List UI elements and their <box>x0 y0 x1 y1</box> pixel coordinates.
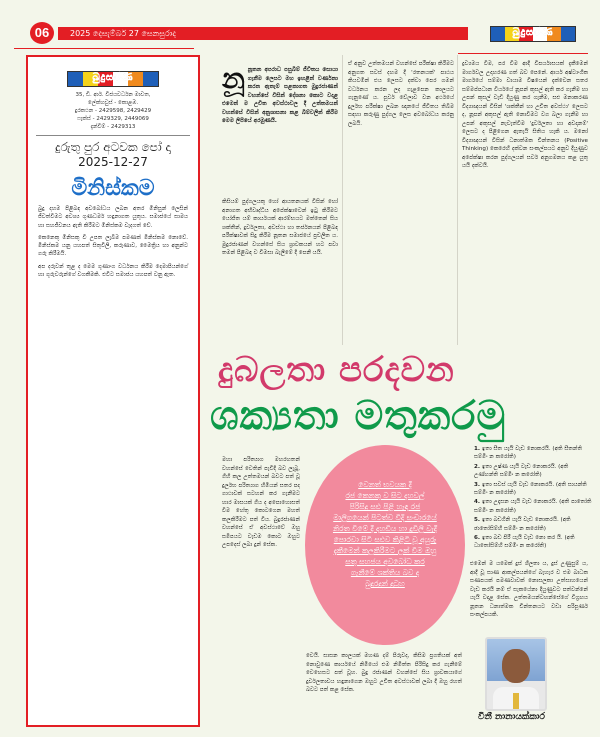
pull-quote-line: වෙනත් භවයක දී <box>358 480 412 489</box>
divider-line <box>36 135 190 136</box>
list-item <box>474 516 592 533</box>
logo-text: බුදුසරණ <box>512 27 554 38</box>
list-text: ඉතා උෂ්ණ යැයි වැඩ නොකරයි. (අති උණ්හන්ති සම්මිං න කරෝති) <box>474 463 569 479</box>
list-item <box>474 481 592 498</box>
list-item <box>474 463 592 480</box>
list-number: 6. <box>474 535 481 542</box>
ads-number: දැන්වීම් - 2429313 <box>90 124 136 130</box>
list-number: 4. <box>474 499 481 506</box>
issue-date: 2025 දෙසැම්බර් 27 සෙනසුරාද <box>70 29 176 38</box>
article-column-4: මහා පරිත්‍යාග මහරහතන් වහන්සේ වෙතින් පැවිදි බව ලැබූ, ගිහි කල උත්තමයන් බවට පත් වූ දුර්ලභ පරිත්‍යාග හිමියන් සතර පද ගාථාවක් සටහන් කර ගැනීමට හාර මාසයක් ගිය ද අපොහොසත් වීම හේතු කොටගෙන මහත් කලකිරීමට පත් විය. බුදුරජාණන් වහන්සේ ඒ අවස්ථාවේ ඔහු සමීපයට වැඩම කොට ඔහුට උපදෙස් ලබා දුන් සේක. <box>222 457 300 548</box>
poya-title: දුරුතු පුර අටවක පෝ දා <box>55 140 171 154</box>
fax-numbers: ෆැක්ස් - 2429329, 2449069 <box>77 116 149 122</box>
article-intro-text: නූතන අපරාධ පසුබිම් ජීවිතය සොයා ගැනීම ලෙසට මහ ඉහළින් වර්ණනා කරන ඇතැම් සළකාගත මුදුරජාණන් වහන්සේ විසින් දේශනා කොට වදාළ එමෙන් ම උචිත අවස්ථාවල දී උත්තමයන් වහන්සේ විසින් අනුශාසනා කළ බිම්වලින් කිරීම මෙම ලිපියේ අරමුණයි. <box>222 67 338 124</box>
list-number: 2. <box>474 463 481 470</box>
editorial-title: මිනිස්කම <box>71 176 155 201</box>
headline-line-1: දුබලතා පරදවන <box>218 350 455 390</box>
article-column-1: කිසියම් පුද්ගලයකු හෝ ආයතනයක් විසින් හෝ අනාගත අභිවෘද්ධිය අපේක්ෂාවෙන් ඉටු කිරීමට යෝජිත යම් කාර්යයක් ආරම්භයට මත්තෙන් සිය ශක්තීන්, දුර්වලතා, අවස්ථා හා තර්ජනයන් පිළිබඳ පරීක්ෂාවක් සිදු කිරීම නූතන සමාජයේ ප්‍රචලිත ය. මුදුරජාණන් වහන්සේ සිය ශ්‍රාවකයන් හට පවා තමන් පිළිබඳ ව විමසා බැලීමේ දී පෙනී යයි. <box>222 199 338 256</box>
editorial-paragraph: කෙනෙකු මිනිසකු වී උපත ලැබීම පමණක් මිනිස්කම නොවේ. මිනිස්කම යනු යහපත් සිතුවිලි, කරුණාව, මෛත්‍රිය හා අනුන්ට ගරු කිරීමයි. <box>38 234 188 258</box>
list-text: ඉතා බඩගිනි යැයි වැඩ නොකරයි. (අති ඡාතෝසිම්හි සම්මිං න කරෝති) <box>474 517 571 532</box>
list-text: ඉතා උදෑසන යැයි වැඩ නොකරයි. (අති පාතෝති සම්මිං න කරෝති) <box>474 499 592 514</box>
pull-quote-line: බුදුරදුන් දුටුහ <box>365 579 405 588</box>
address-line: 35, ඩී. ආර්. විජයවර්ධන මාවත, <box>75 92 151 98</box>
pull-quote-line: මාලිගයෙන් පිටත්ව විදි සංචාරයේ <box>333 513 437 522</box>
phone-numbers: දුරකථන - 2429598, 2429429 <box>74 108 152 114</box>
editorial-paragraph: බුදු දහම පිළිබඳ අවබෝධය ලබන අතර මිනිසුන් ලෙසින් ජීවත්වීමට අවශ්‍ය ගුණධර්ම හඳුනාගත යුතුය. සමාජයේ සාමය හා සහජීවනය ඇති කිරීමට මිනිස්කම වැදගත් වේ. <box>38 206 188 229</box>
portrait-tie <box>513 693 519 709</box>
list-number: 3. <box>474 481 481 488</box>
pull-quote-line: රජ කෙනකු ව සිට දහවල් <box>345 491 425 500</box>
author-photo <box>485 637 547 711</box>
list-text: ඉතා බඩ පිරී යැයි වැඩ නො කර යි. (අති ධාතෝසිම්හි සම්මිං න කරෝති) <box>474 535 575 550</box>
page-number: 06 <box>30 22 54 44</box>
editorial-box <box>26 55 200 727</box>
list-text: ඉතා සවස් යැයි වැඩ නොකරයි. (අති සායන්ති සම්මිං න කරෝති) <box>474 481 587 497</box>
poya-date: 2025-12-27 <box>78 155 148 169</box>
sidebar-logo <box>67 71 159 87</box>
pull-quote-line: නිරත වීමේ දී දහඩිය හා දූවිලි වැදී <box>332 524 438 533</box>
headline-line-2: ශක්‍යතා මතුකරමු <box>210 393 507 439</box>
article-column-6: එමෙන් ම යමෙක් දුස් ශීලතා ය, දුස් උණුසුම් ය, ආදී වූ සාණ ආකල්පයන්ගේ බැහැර ව එම බාධක සණපයක් පමණවාවක් නොසලකා උත්සාහයෙන් වැඩ කරයි නම් ඒ සැකයේනා දියුණුවට පත්වන්නේ යැයි වදාළ සේක. උත්තමයන්වහන්සේගේ විග්‍රහය නූතන ධනාත්මක චින්තනයට වඩා පරිපූර්ණ සංකල්පයකි. <box>470 561 588 618</box>
list-item <box>474 534 592 551</box>
pull-quote-line: සතු සහජය අවබෝධ කර <box>345 557 425 566</box>
author-name: වීනී නානායක්කාර <box>478 712 545 722</box>
article-column-3: ද්‍රව්‍යමය වීම, පර වීම ආදී විපර්යාසයක් දැකීමෙන් මාර්ගවල උදාහරණ ගත් බව පෙනේ. ආර්ය අෂ්ටාංගික මාර්ගයේ සම්මා වායාම විෂයෙන් දැක්වෙන සතර සම්මප්පධාන වීර්යයේ නූපන් කුසල් ඇති කර ගැනීම හා උපන් කුසල් වැඩී දියුණු කර ගැනීම, සළු මනාකරණ විද්‍යාඥයන් විසින් 'ශක්තීන් හා උචිත අවස්ථා' ලෙසට ද, නූපන් අකුසල් ඇති නොවීමට වග බලා ගැනීම හා උපන් අකුසල් නැවැත්වීම 'දුර්වලතා හා අවදානම්' ලෙසට ද පිළිගෙන ඇතැයි සිතිය හැකි ය. මනෝ විද්‍යාඥයන් විසින් ධනාත්මක චින්තනය (Positive Thinking) කෙරෙහි දක්වන සංකල්පයට අනුව දියුණුව අපේක්ෂා කරන පුද්ගලයන් සර්ව අනුගමනය කළ යුතු යයි දක්වයි. <box>462 61 588 169</box>
portrait-face <box>502 649 530 683</box>
address-line: ලේක්හවුස් - කොළඹ. <box>87 100 139 106</box>
pull-quote-line: පිරිසිදු සළු පිළි හැඳ රජ <box>349 502 421 511</box>
logo-text: බුදුසරණ <box>92 72 134 83</box>
pull-quote-line: පොරවා සිටි සළුව කිළිටි වූ අයුරු <box>333 535 437 544</box>
pull-quote-line: ගැනීමේ ශක්තිය බව ද <box>350 568 420 577</box>
column-divider <box>342 55 343 345</box>
list-item <box>474 498 592 515</box>
pull-quote-circle <box>305 445 465 645</box>
list-number: 5. <box>474 517 481 524</box>
editorial-paragraph: අප දරුවන් තුළ ද මෙම ගුණාංග වර්ධනය කිරීම දෙමාපියන්ගේ හා ගුරුවරුන්ගේ වගකීමකි. එවිට සමාජය යහපත් වනු ඇත. <box>38 263 188 279</box>
divider-line <box>458 53 588 54</box>
divider-line <box>14 48 194 49</box>
article-column-5: වෙයි. සාසන කාලයක් මහණ දම් පිරුවද, කිසිම ප්‍රගතියක් අත් නොවුණෙ කාර්යයේ නිමියෝ එම නිමිත්ත පිරිසිදු කර ගැනීමේ වෙහෙසට පත් වූහ. බුදු රජාණන් වහන්සේ සිය ශ්‍රාවකයාගේ දුර්වලතාවය හඳුනාගෙන ඔහුට උචිත අවස්ථාවක් ලබා දී ඔහු රහත් බවට පත් කළ සේක. <box>306 653 462 693</box>
list-number: 1. <box>474 446 481 452</box>
numbered-list <box>470 445 592 552</box>
article-column-2: ඒ අනුව උත්තමයන් වහන්සේ පරීක්ෂා කිරීමට අනුගත සවස් දහම දී 'රතනයක්' පාඨය කියවමින් එය ලෙසට දක්වා පෙර ගමන් වර්ධනය කරන ලද ගැළපෙන කාලයට ගැනුණේ ය. පූර්ව වේලාව වන අර්ථයේ දුර්ලභ පරීක්ෂා ලබන ඥානයේ ජීවිතය තිබීම සඳහා කරුණු පුද්ගල ලෙස අවබෝධය කරනු ලබයි. <box>348 61 454 127</box>
column-divider <box>457 55 458 345</box>
list-text: ඉතා සීත යැයි වැඩ නොකරයි. (අති සීතන්ති සම්මිං න කරෝති) <box>474 446 582 461</box>
masthead-logo <box>490 26 576 42</box>
article-intro <box>222 66 338 192</box>
drop-cap: නූ <box>222 66 245 95</box>
list-item <box>474 445 592 462</box>
pull-quote-line: දැකීමෙන් කලකිරීමට ලක් වීම ඔහු <box>333 546 437 555</box>
